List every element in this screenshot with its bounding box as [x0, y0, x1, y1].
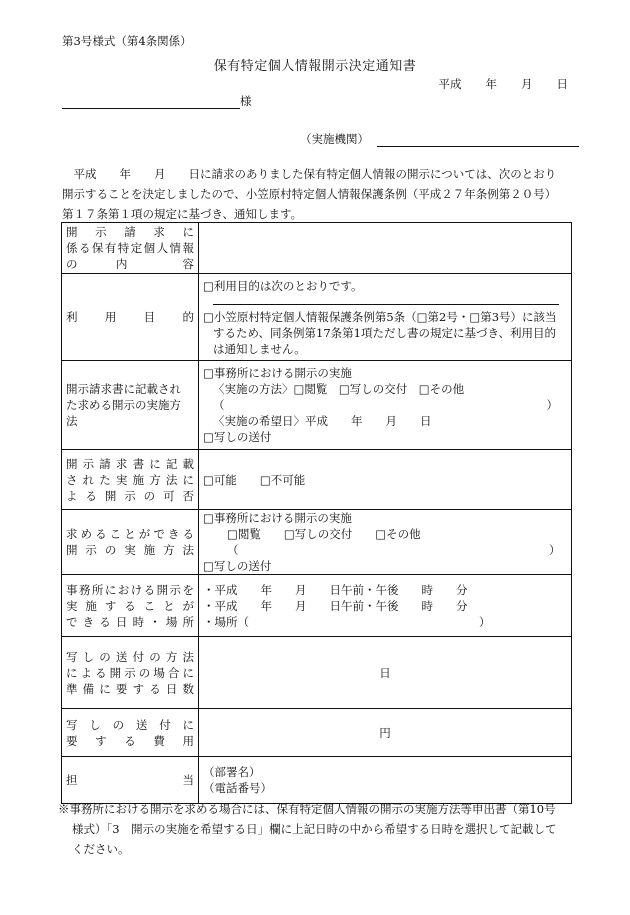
purpose-text: は通知しません。: [213, 341, 306, 356]
intro-line: 開示することを決定しましたので、小笠原村特定個人情報保護条例（平成２７年条例第２０号）: [62, 187, 557, 201]
label-line: さ れ た 実 施 方 法 に: [66, 472, 194, 487]
footnote-line: 様式）「3 開示の実施を希望する日」欄に上記日時の中から希望する日時を選択して記載して: [72, 822, 557, 836]
addressee-blank[interactable]: [62, 96, 240, 109]
label-mailing-cost: [62, 709, 199, 757]
agency-line: [300, 131, 579, 147]
method-options[interactable]: 〈実施の方法〉□閲覧 □写しの交付 □その他: [213, 382, 465, 396]
label-line: 実 施 す る こ と が: [66, 598, 194, 613]
row-available-method: [62, 510, 572, 575]
value-request-content[interactable]: [199, 223, 572, 274]
label-contact: [62, 757, 199, 804]
date-month: 月: [521, 77, 533, 91]
agency-label: （実施機関）: [300, 132, 369, 146]
intro-paragraph: [62, 164, 572, 224]
datetime-slot-1[interactable]: ・平成 年 月 日午前・午後 時 分: [203, 582, 468, 597]
label-office-datetime: [62, 575, 199, 637]
other-method-blank[interactable]: （ ）: [227, 543, 561, 557]
label-line: 要 す る 費 用: [66, 733, 194, 748]
other-method-blank[interactable]: （ ）: [213, 398, 558, 412]
footnote: [58, 799, 576, 859]
label-line: による開示の場合に: [66, 665, 194, 680]
label-line: の 内 容: [66, 257, 194, 271]
label-line: た求める開示の実施方: [66, 398, 181, 412]
label-prep-days: [62, 637, 199, 709]
footnote-line: ※事務所における開示を求める場合には、保有特定個人情報の開示の実施方法等申出書（第10号: [58, 802, 556, 816]
label-request-content: [62, 223, 199, 274]
datetime-slot-2[interactable]: ・平成 年 月 日午前・午後 時 分: [203, 598, 468, 613]
addressee-suffix: 様: [240, 94, 252, 108]
label-line: 開 示 の 実 施 方 法: [66, 543, 194, 557]
agency-blank[interactable]: [377, 134, 579, 147]
row-contact: [62, 757, 572, 804]
date-era: 平成: [438, 77, 462, 91]
label-purpose: [62, 274, 199, 361]
label-method-availability: [62, 450, 199, 510]
label-line: 開 示 請 求 に: [66, 225, 194, 239]
label-available-method: [62, 510, 199, 575]
value-method-availability[interactable]: □可能 □不可能: [199, 450, 572, 510]
location-field[interactable]: ・場所（ ）: [203, 614, 491, 629]
label-line: で き る 日 時 ・ 場 所: [66, 614, 194, 629]
label-line: 係る保有特定個人情報: [66, 241, 194, 255]
label-line: 求めることができる: [66, 527, 194, 541]
intro-line: 第１７条第１項の規定に基づき、通知します。: [62, 207, 303, 221]
row-office-datetime: [62, 575, 572, 637]
footnote-line: ください。: [72, 842, 130, 856]
purpose-blank-line[interactable]: [213, 294, 559, 305]
label-line: 担 当: [66, 773, 194, 787]
intro-line: 平成 年 月 日に請求のありました保有特定個人情報の開示については、次のとおり: [62, 167, 557, 181]
label-line: 開 示 請 求 書 に 記 載: [66, 456, 194, 471]
copy-mailing-option[interactable]: □写しの送付: [203, 559, 272, 573]
value-prep-days[interactable]: 日: [199, 637, 572, 709]
label-line: 事務所における開示を: [66, 582, 194, 597]
date-line: [415, 76, 569, 92]
label-line: 法: [66, 414, 78, 428]
date-day: 日: [556, 77, 568, 91]
purpose-option-1[interactable]: □利用目的は次のとおりです。: [203, 278, 363, 293]
label-requested-method: [62, 361, 199, 450]
office-disclosure-option[interactable]: □事務所における開示の実施: [203, 511, 352, 525]
value-mailing-cost[interactable]: 円: [199, 709, 572, 757]
value-office-datetime: [199, 575, 572, 637]
phone-field[interactable]: （電話番号）: [203, 781, 272, 795]
value-contact: [199, 757, 572, 804]
row-prep-days: [62, 637, 572, 709]
row-mailing-cost: [62, 709, 572, 757]
copy-mailing-option[interactable]: □写しの送付: [203, 430, 272, 444]
desired-date[interactable]: 〈実施の希望日〉平成 年 月 日: [213, 414, 432, 428]
addressee-line: [62, 93, 252, 109]
value-requested-method: [199, 361, 572, 450]
department-field[interactable]: （部署名）: [203, 765, 261, 779]
row-method-availability: [62, 450, 572, 510]
purpose-text: するため、同条例第17条第1項ただし書の規定に基づき、利用目的: [213, 325, 557, 340]
value-purpose: [199, 274, 572, 361]
label-line: 写 し の 送 付 に: [66, 717, 194, 732]
value-available-method: [199, 510, 572, 575]
form-number: 第3号様式（第4条関係）: [62, 34, 192, 48]
disclosure-table: [61, 222, 572, 804]
row-requested-method: [62, 361, 572, 450]
label-line: 写しの送付の方法: [66, 649, 194, 664]
label-line: 開示請求書に記載され: [66, 382, 181, 396]
office-disclosure-option[interactable]: □事務所における開示の実施: [203, 366, 352, 380]
method-options[interactable]: □閲覧 □写しの交付 □その他: [227, 527, 421, 541]
date-year: 年: [485, 77, 497, 91]
row-purpose: [62, 274, 572, 361]
label-line: 準 備 に 要 す る 日 数: [66, 681, 194, 696]
purpose-option-2[interactable]: □小笠原村特定個人情報保護条例第5条（□第2号・□第3号）に該当: [203, 309, 557, 324]
label-line: 利 用 目 的: [66, 310, 194, 324]
label-line: よ る 開 示 の 可 否: [66, 488, 194, 503]
row-request-content: [62, 223, 572, 274]
document-title: 保有特定個人情報開示決定通知書: [213, 59, 417, 74]
